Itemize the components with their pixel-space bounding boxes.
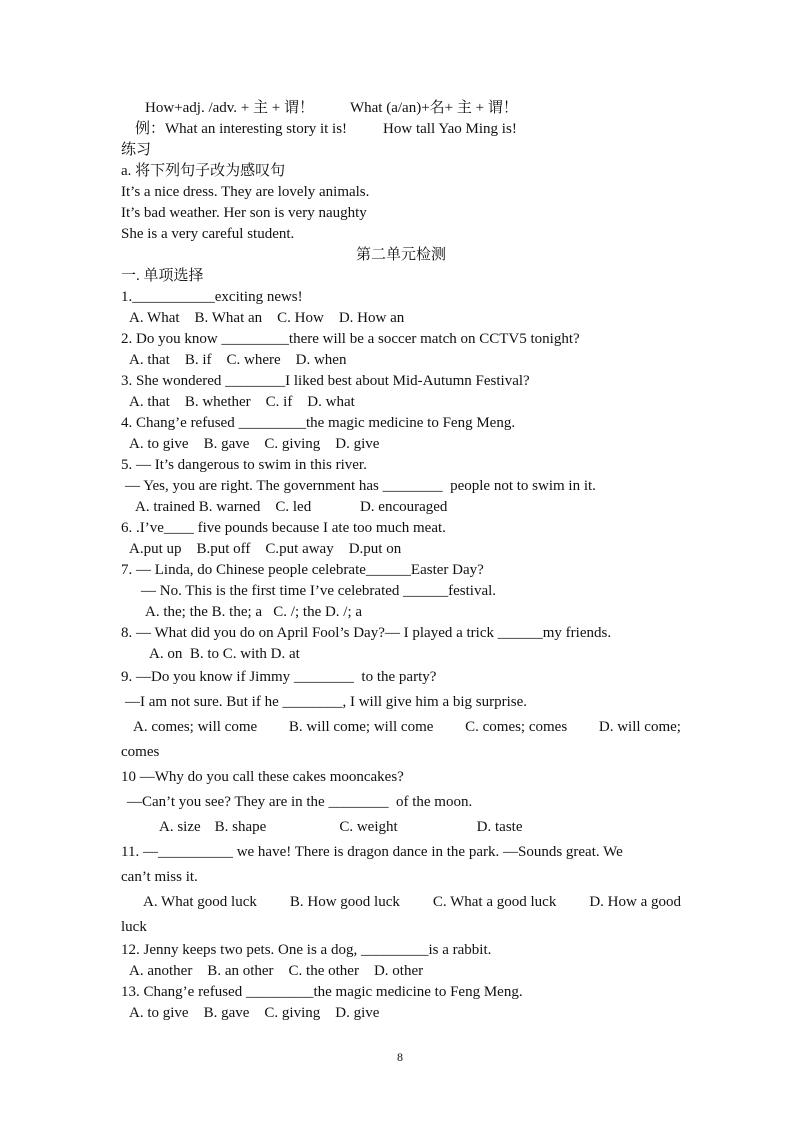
option-d: D. How a good <box>589 894 681 910</box>
option-a: A. size <box>159 819 201 835</box>
section-title: 一. 单项选择 <box>121 268 204 284</box>
option-a: A. comes; will come <box>133 719 258 735</box>
grammar-formulas <box>121 98 681 119</box>
option-c: C. What a good luck <box>432 894 557 910</box>
question-1-options: A. What B. What an C. How D. How an <box>129 310 405 326</box>
question-8-options: A. on B. to C. with D. at <box>149 646 300 662</box>
question-9-options <box>121 715 681 740</box>
question-11-stem-wrap: can’t miss it. <box>121 869 198 885</box>
option-c: C. comes; comes <box>465 719 568 735</box>
question-6-options: A.put up B.put off C.put away D.put on <box>129 541 402 557</box>
question-3-options: A. that B. whether C. if D. what <box>129 394 355 410</box>
question-4-stem: 4. Chang’e refused _________the magic medicine to Feng Meng. <box>121 415 516 431</box>
question-10-stem-2: —Can’t you see? They are in the ________ of the moon. <box>127 794 473 810</box>
grammar-example <box>121 119 681 140</box>
question-12-options: A. another B. an other C. the other D. other <box>129 963 424 979</box>
example-what: 例：What an interesting story it is! <box>135 121 348 137</box>
document-page <box>121 98 681 1024</box>
practice-sentence: She is a very careful student. <box>121 226 295 242</box>
question-13-stem: 13. Chang’e refused _________the magic medicine to Feng Meng. <box>121 984 523 1000</box>
question-11-options <box>121 890 681 915</box>
option-b: B. How good luck <box>289 894 400 910</box>
example-how: How tall Yao Ming is! <box>383 121 517 137</box>
question-5-options: A. trained B. warned C. led D. encouraged <box>135 499 448 515</box>
question-5-stem: 5. — It’s dangerous to swim in this river. <box>121 457 367 473</box>
option-a: A. What good luck <box>143 894 257 910</box>
question-2-options: A. that B. if C. where D. when <box>129 352 347 368</box>
question-1-stem: 1.___________exciting news! <box>121 289 303 305</box>
formula-what: What (a/an)+名+ 主 + 谓！ <box>349 100 518 116</box>
question-9-options-wrap: comes <box>121 744 160 760</box>
option-b: B. will come; will come <box>288 719 434 735</box>
question-10-options <box>121 815 681 840</box>
practice-instruction: a. 将下列句子改为感叹句 <box>121 163 286 179</box>
question-12-stem: 12. Jenny keeps two pets. One is a dog, _________is a rabbit. <box>121 942 492 958</box>
question-9-stem: 9. —Do you know if Jimmy ________ to the party? <box>121 669 437 685</box>
question-10-stem: 10 —Why do you call these cakes mooncakes? <box>121 769 404 785</box>
question-4-options: A. to give B. gave C. giving D. give <box>129 436 380 452</box>
question-11-options-wrap: luck <box>121 919 147 935</box>
option-b: B. shape <box>214 819 267 835</box>
question-5-stem-2: — Yes, you are right. The government has ________ people not to swim in it. <box>125 478 596 494</box>
option-c: C. weight <box>339 819 398 835</box>
question-7-stem-2: — No. This is the first time I’ve celebrated ______festival. <box>141 583 497 599</box>
question-8-stem: 8. — What did you do on April Fool’s Day?— I played a trick ______my friends. <box>121 625 612 641</box>
option-d: D. taste <box>476 819 523 835</box>
unit-title: 第二单元检测 <box>355 247 446 263</box>
page-number: 8 <box>397 1050 403 1064</box>
practice-sentence: It’s a nice dress. They are lovely animals. <box>121 184 370 200</box>
formula-how: How+adj. /adv. + 主 + 谓！ <box>145 100 314 116</box>
question-11-stem: 11. —__________ we have! There is dragon dance in the park. —Sounds great. We <box>121 844 623 860</box>
practice-title: 练习 <box>121 142 152 158</box>
question-2-stem: 2. Do you know _________there will be a soccer match on CCTV5 tonight? <box>121 331 580 347</box>
question-9-stem-2: —I am not sure. But if he ________, I will give him a big surprise. <box>125 694 528 710</box>
practice-sentence: It’s bad weather. Her son is very naughty <box>121 205 367 221</box>
option-d: D. will come; <box>598 719 681 735</box>
question-7-options: A. the; the B. the; a C. /; the D. /; a <box>145 604 363 620</box>
question-7-stem: 7. — Linda, do Chinese people celebrate______Easter Day? <box>121 562 484 578</box>
question-3-stem: 3. She wondered ________I liked best about Mid-Autumn Festival? <box>121 373 530 389</box>
question-6-stem: 6. .I’ve____ five pounds because I ate too much meat. <box>121 520 446 536</box>
question-13-options: A. to give B. gave C. giving D. give <box>129 1005 380 1021</box>
